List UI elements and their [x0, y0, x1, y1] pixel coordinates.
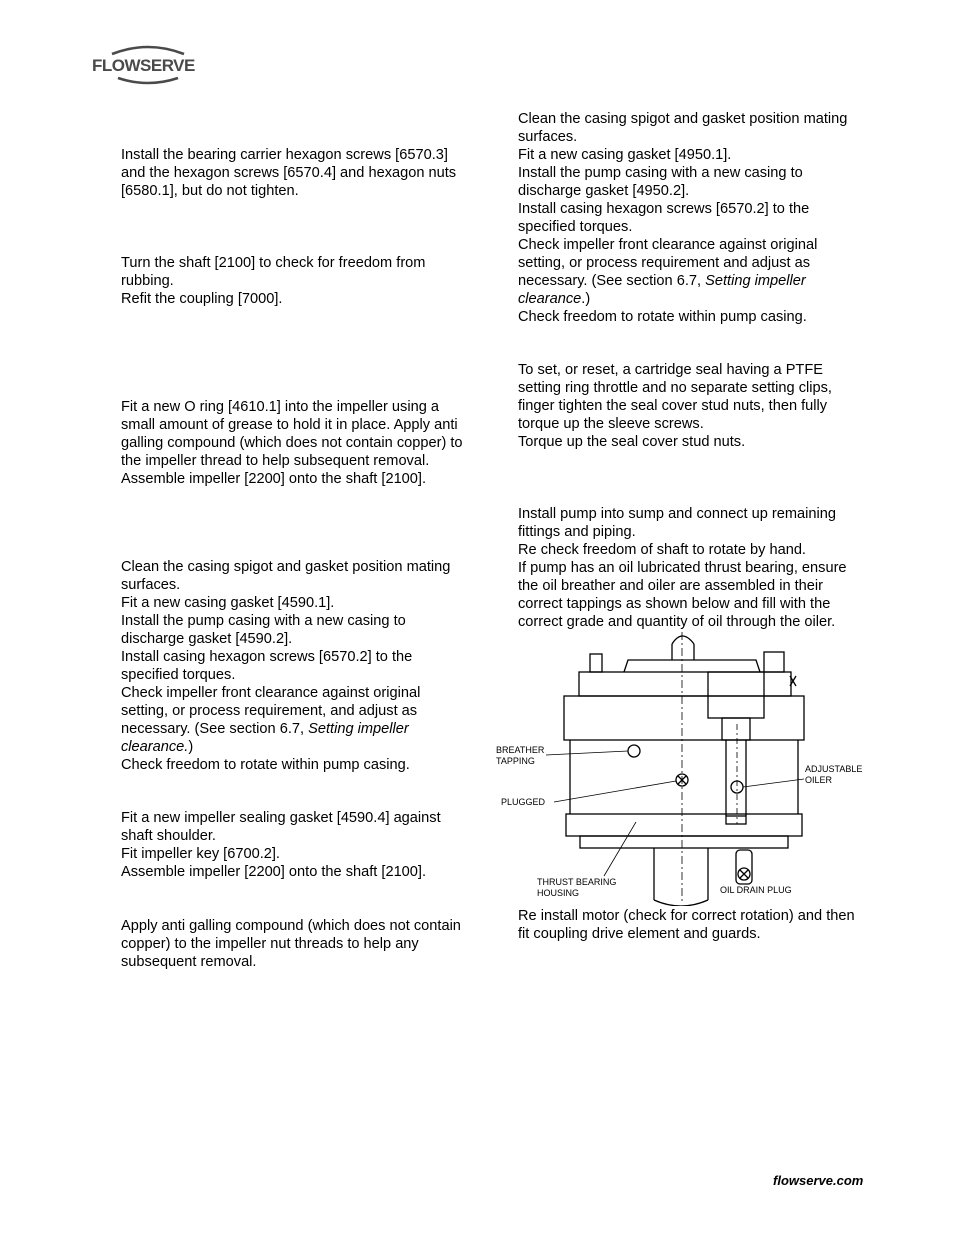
text-line: Check freedom to rotate within pump casing.: [121, 757, 410, 773]
right-block-casing: [518, 110, 868, 326]
left-block-impeller-gasket: [121, 809, 471, 881]
left-block-anti-galling: [121, 917, 471, 971]
footer-site: flowserve.com: [773, 1173, 864, 1188]
text-line: Torque up the seal cover stud nuts.: [518, 434, 746, 450]
text-line: If pump has an oil lubricated thrust bearing, ensure the oil breather and oiler are assembled in their correct tappings as shown below and fill with the correct grade and quantity of oil through the oiler.: [518, 560, 847, 630]
text-line: Install pump into sump and connect up remaining fittings and piping.: [518, 506, 837, 540]
right-block-install-pump: [518, 505, 868, 631]
text-line: Re install motor (check for correct rotation) and then fit coupling drive element and guards.: [518, 908, 855, 942]
text-line: Install the pump casing with a new casing to discharge gasket [4590.2].: [121, 613, 406, 647]
cover-bolt-right: [764, 652, 784, 672]
text-line-clearance: Check impeller front clearance against original setting, or process requirement and adjust as necessary. (See section 6.7, Setting impeller clearance.): [518, 237, 818, 307]
text-line: Refit the coupling [7000].: [121, 291, 283, 307]
text-line: Clean the casing spigot and gasket position mating surfaces.: [121, 559, 451, 593]
left-block-bearing-screws: [121, 146, 471, 200]
label-breather-1: BREATHER: [496, 745, 545, 755]
label-breather-2: TAPPING: [496, 756, 535, 766]
drain-plug: [736, 850, 752, 884]
text-line: Fit a new casing gasket [4950.1].: [518, 147, 732, 163]
text-line: To set, or reset, a cartridge seal having a PTFE setting ring throttle and no separate setting clips, finger tighten the seal cover stud nuts, then fully torque up the sleeve screws.: [518, 362, 832, 432]
text-line: Fit impeller key [6700.2].: [121, 846, 280, 862]
text-line: Install casing hexagon screws [6570.2] to the specified torques.: [121, 649, 413, 683]
thrust-bearing-drawing: [494, 624, 866, 906]
left-block-turn-shaft: [121, 254, 471, 308]
flowserve-logo: [92, 42, 204, 88]
right-block-reinstall-motor: [518, 907, 868, 943]
label-plugged: PLUGGED: [501, 797, 546, 807]
text-line: Fit a new O ring [4610.1] into the impeller using a small amount of grease to hold it in place. Apply anti galling compound (which does not contain copper) to the impeller thread to help subsequent removal.: [121, 399, 463, 469]
text-line: Fit a new impeller sealing gasket [4590.4] against shaft shoulder.: [121, 810, 441, 844]
text-line: Assemble impeller [2200] onto the shaft [2100].: [121, 864, 427, 880]
left-block-casing: [121, 558, 471, 774]
cover-boss: [624, 660, 760, 672]
bearing-cover: [579, 672, 791, 696]
text-line: Install the pump casing with a new casing to discharge gasket [4950.2].: [518, 165, 803, 199]
shaft-break: [654, 900, 708, 906]
housing-flange: [566, 814, 802, 836]
label-thrust-1: THRUST BEARING: [537, 877, 617, 887]
label-oiler-1: ADJUSTABLE: [805, 764, 863, 774]
label-thrust-2: HOUSING: [537, 888, 580, 898]
text-line: Assemble impeller [2200] onto the shaft [2100].: [121, 471, 427, 487]
breather-port: [628, 745, 640, 757]
cover-bolt-left: [590, 654, 602, 672]
text-line: Fit a new casing gasket [4590.1].: [121, 595, 335, 611]
text-line: Re check freedom of shaft to rotate by hand.: [518, 542, 806, 558]
text-line-clearance: Check impeller front clearance against original setting, or process requirement, and adjust as necessary. (See section 6.7, Setting impeller clearance.): [121, 685, 421, 755]
thrust-bearing-diagram: [494, 624, 866, 906]
housing-upper: [564, 696, 804, 740]
left-block-o-ring: [121, 398, 471, 488]
top-pipe: [672, 636, 694, 644]
text-line: Turn the shaft [2100] to check for freedom from rubbing.: [121, 255, 426, 289]
logo-text: FLOWSERVE: [92, 56, 195, 75]
right-block-cartridge-seal: [518, 361, 868, 451]
label-drain: OIL DRAIN PLUG: [720, 885, 792, 895]
text-line: Install the bearing carrier hexagon screws [6570.3] and the hexagon screws [6570.4] and hexagon nuts [6580.1], but do not tighten.: [121, 147, 457, 199]
text-line: Install casing hexagon screws [6570.2] to the specified torques.: [518, 201, 810, 235]
text-line: Check freedom to rotate within pump casing.: [518, 309, 807, 325]
bearing-column: [708, 672, 764, 718]
label-oiler-2: OILER: [805, 775, 833, 785]
text-line: Apply anti galling compound (which does not contain copper) to the impeller nut threads to help any subsequent removal.: [121, 918, 461, 970]
text-line: Clean the casing spigot and gasket position mating surfaces.: [518, 111, 848, 145]
